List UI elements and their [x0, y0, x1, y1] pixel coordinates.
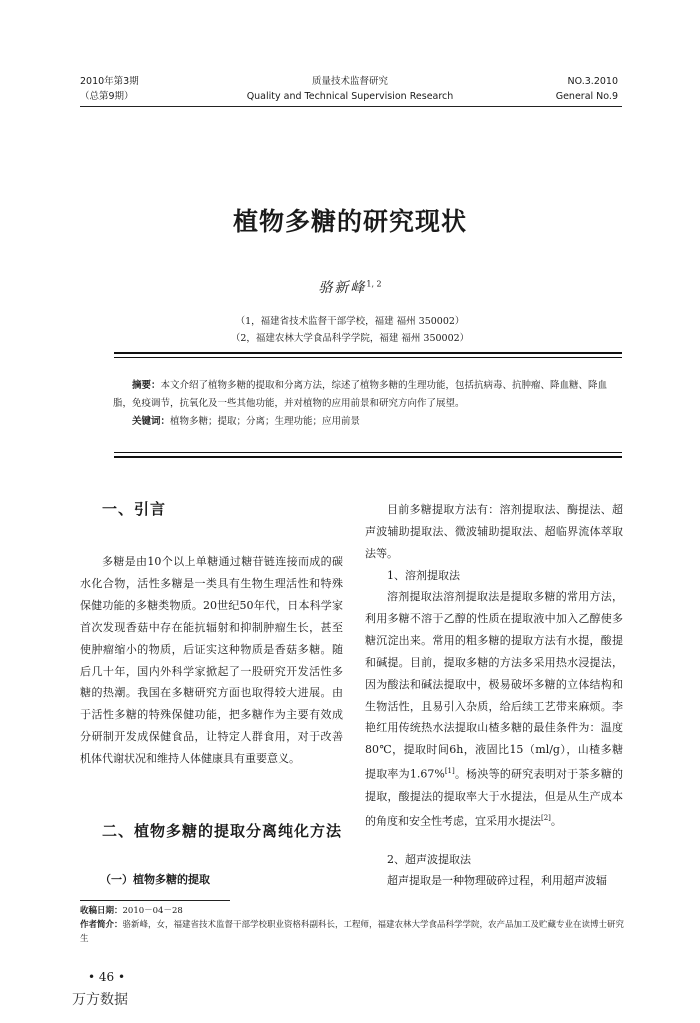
ultrasonic-extraction-heading: 2、超声波提取法 — [387, 853, 471, 866]
solvent-text-main: 溶剂提取法溶剂提取法是提取多糖的常用方法，利用多糖不溶于乙醇的性质在提取液中加入乙醇使多糖沉淀出来。常用的粗多糖的提取方法有水提，酸提和碱提。目前，提取多糖的方法多采用热水浸提法，因为酸法和碱法提取中，极易破坏多糖的立体结构和生物活性，且易引入杂质，给后续工艺带来麻烦。李艳红用传统热水法提取山楂多糖的最佳条件为：温度80℃，提取时间6h，液固比15（ml/g），山楂多糖提取率为1.67% — [365, 590, 623, 781]
general-number: General No.9 — [555, 91, 618, 102]
abstract-text: 本文介绍了植物多糖的提取和分离方法，综述了植物多糖的生理功能，包括抗病毒、抗肿瘤、降血糖、降血脂，免疫调节，抗氧化及一些其他功能，并对植物的应用前景和研究方向作了展望。 — [113, 380, 608, 409]
solvent-extraction-heading: 1、溶剂提取法 — [387, 569, 460, 582]
methods-paragraph: 目前多糖提取方法有：溶剂提取法、酶提法、超声波辅助提取法、微波辅助提取法、超临界流体萃取法等。 — [365, 503, 623, 560]
affiliations — [0, 313, 700, 347]
solvent-text-end: 。 — [550, 814, 562, 828]
citation-1: [1] — [444, 767, 455, 776]
ultrasonic-paragraph: 超声提取是一种物理破碎过程，利用超声波辐 — [387, 874, 607, 887]
author-bio-note — [80, 918, 625, 946]
affiliation-2: （2，福建农林大学食品科学学院，福建 福州 350002） — [230, 333, 470, 344]
keywords-label: 关键词： — [132, 416, 171, 427]
author-line — [0, 277, 700, 297]
received-label: 收稿日期： — [80, 906, 123, 916]
issue-total: （总第9期） — [80, 91, 134, 102]
header-divider — [80, 106, 622, 107]
section-1-heading: 一、引言 — [102, 500, 167, 518]
journal-name-en: Quality and Technical Supervision Research — [246, 91, 454, 102]
affiliation-1: （1，福建省技术监督干部学校，福建 福州 350002） — [235, 316, 465, 327]
issue-year: 2010年第3期 — [80, 76, 139, 87]
author-affil-marks: 1, 2 — [366, 279, 382, 289]
keywords-text: 植物多糖；提取；分离；生理功能；应用前景 — [170, 416, 361, 427]
bio-label: 作者简介： — [80, 920, 123, 930]
page-number: • 46 • — [88, 970, 126, 984]
article-title: 植物多糖的研究现状 — [232, 207, 467, 236]
abstract-top-rule-thin — [114, 357, 622, 358]
bio-text: 骆新峰，女，福建省技术监督干部学校职业资格科副科长，工程师，福建农林大学食品科学学院，农产品加工及贮藏专业在读博士研究生 — [80, 920, 625, 944]
solvent-extraction-paragraph — [365, 586, 623, 832]
received-date: 2010－04－28 — [122, 906, 183, 916]
issue-number: NO.3.2010 — [567, 76, 618, 87]
abstract-label: 摘要： — [132, 380, 161, 391]
footnote-divider — [80, 900, 230, 901]
citation-2: [2] — [541, 813, 551, 822]
journal-name-cn: 质量技术监督研究 — [311, 76, 388, 87]
received-date-note — [80, 904, 625, 918]
journal-number — [556, 74, 618, 104]
left-column — [80, 498, 343, 519]
keywords — [113, 413, 618, 431]
abstract — [113, 377, 618, 413]
abstract-top-rule-thick — [114, 352, 622, 354]
intro-paragraph: 多糖是由10个以上单糖通过糖苷链连接而成的碳水化合物，活性多糖是一类具有生物生理活性和特殊保健功能的多糖类物质。20世纪50年代，日本科学家首次发现香菇中存在能抗辐射和抑制肿瘤生长，甚至使肿瘤缩小的物质，后证实这种物质是香菇多糖。随后几十年，国内外科学家掀起了一股研究开发活性多糖的热潮。我国在多糖研究方面也取得较大进展。由于活性多糖的特殊保健功能，把多糖作为主要有效成分研制开发成保健食品，让特定人群食用，对于改善机体代谢状况和维持人体健康具有重要意义。 — [80, 555, 343, 766]
section-2-heading: 二、植物多糖的提取分离纯化方法 — [102, 822, 343, 840]
solvent-text-tail: 。杨泱等的研究表明对于茶多糖的提取，酸提法的提取率大于水提法，但是从生产成本的角度和安全性考虑，宜采用水提法 — [365, 767, 623, 828]
author-name: 骆新峰 — [318, 280, 367, 296]
abstract-bottom-rule-thin — [114, 452, 622, 453]
subsection-extraction-heading: （一）植物多糖的提取 — [100, 873, 210, 886]
database-watermark: 万方数据 — [72, 992, 128, 1008]
abstract-bottom-rule-thick — [114, 456, 622, 458]
